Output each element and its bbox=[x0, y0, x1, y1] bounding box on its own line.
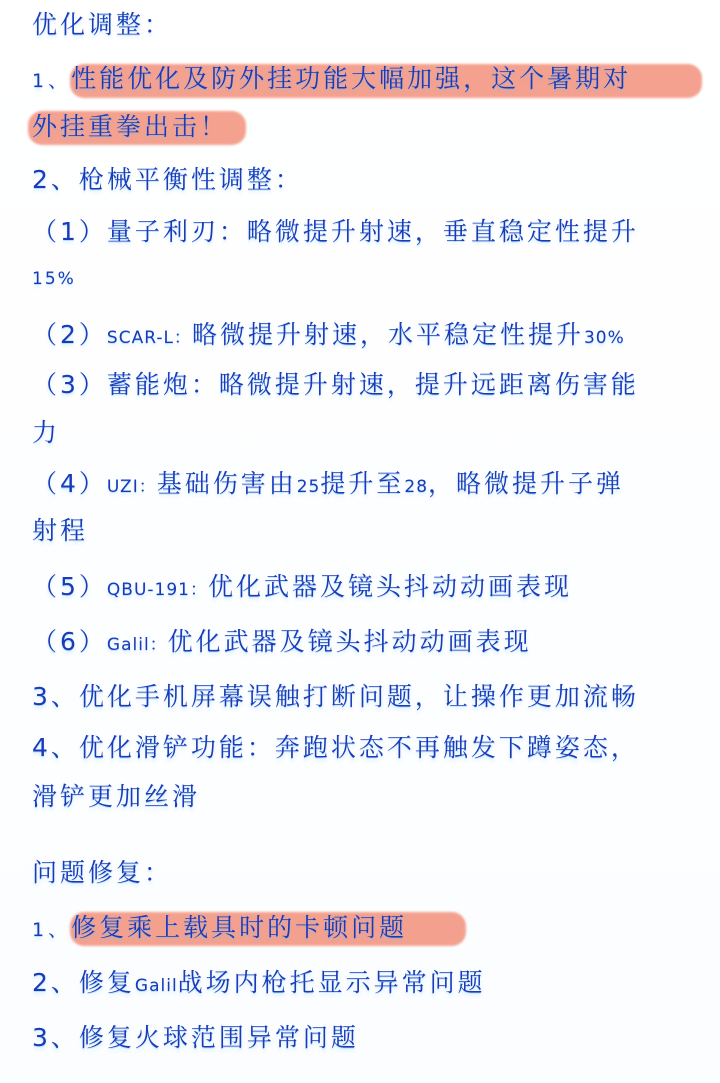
fix-item-2: 2、修复Galil战场内枪托显示异常问题 bbox=[32, 968, 486, 997]
weapon-1-line-2: 15% bbox=[32, 269, 76, 289]
opt-item-3: 3、优化手机屏幕误触打断问题，让操作更加流畅 bbox=[32, 682, 639, 711]
weapon-2: （2）SCAR-L：略微提升射速，水平稳定性提升30% bbox=[32, 320, 625, 349]
section-title-optimization: 优化调整： bbox=[32, 10, 173, 39]
weapon-1-line-1: （1）量子利刃：略微提升射速，垂直稳定性提升 bbox=[32, 217, 639, 246]
weapon-3-line-2: 力 bbox=[32, 418, 61, 447]
fix-item-1: 1、修复乘上载具时的卡顿问题 bbox=[32, 913, 408, 942]
fix-item-3: 3、修复火球范围异常问题 bbox=[32, 1023, 359, 1052]
weapon-5: （5）QBU-191：优化武器及镜头抖动动画表现 bbox=[32, 572, 572, 601]
section-title-bugfix: 问题修复： bbox=[32, 858, 173, 887]
weapon-6: （6）Galil：优化武器及镜头抖动动画表现 bbox=[32, 627, 532, 656]
opt-item-2: 2、枪械平衡性调整： bbox=[32, 165, 303, 194]
weapon-4-line-1: （4）UZI：基础伤害由25提升至28，略微提升子弹 bbox=[32, 469, 625, 498]
opt-item-4-line-1: 4、优化滑铲功能：奔跑状态不再触发下蹲姿态， bbox=[32, 733, 639, 762]
opt-item-1-line-2: 外挂重拳出击！ bbox=[32, 112, 229, 141]
opt-item-1-line-1: 1、性能优化及防外挂功能大幅加强，这个暑期对 bbox=[32, 64, 632, 93]
opt-item-4-line-2: 滑铲更加丝滑 bbox=[32, 782, 201, 811]
weapon-3-line-1: （3）蓄能炮：略微提升射速，提升远距离伤害能 bbox=[32, 370, 639, 399]
weapon-4-line-2: 射程 bbox=[32, 516, 89, 545]
